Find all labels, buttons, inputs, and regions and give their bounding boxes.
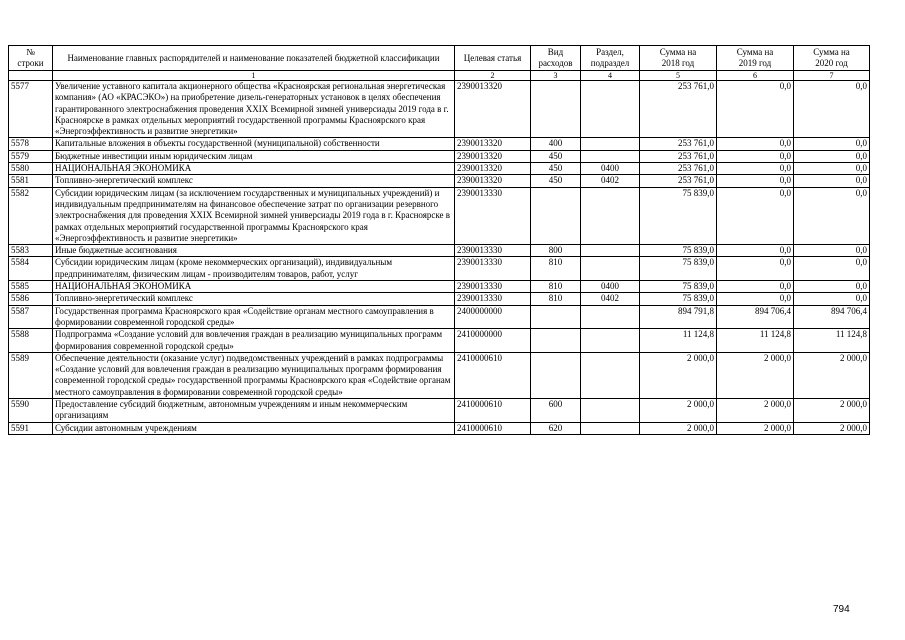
header-type: Вид расходов	[531, 46, 581, 71]
row-name: Государственная программа Красноярского края «Содействие органам местного самоуправления в формировании современной городской среды»	[53, 305, 455, 329]
row-name: Предоставление субсидий бюджетным, автономным учреждениям и иным некоммерческим организациям	[53, 399, 455, 423]
row-sum-2019: 0,0	[717, 245, 794, 257]
row-section	[581, 138, 640, 150]
col-number	[9, 71, 53, 81]
row-name: Обеспечение деятельности (оказание услуг) подведомственных учреждений в рамках подпрограммы «Создание условий для вовлечения граждан в реализацию муниципальных программ формирования современной городской среды» государственной программы Красноярского края «Содействие органам местного самоуправления в формировании современной городской среды»	[53, 352, 455, 398]
table-row	[9, 138, 870, 150]
row-section	[581, 245, 640, 257]
row-sum-2020: 2 000,0	[794, 422, 870, 434]
row-target-code: 2410000000	[455, 329, 531, 353]
row-name: НАЦИОНАЛЬНАЯ ЭКОНОМИКА	[53, 163, 455, 175]
row-sum-2019: 0,0	[717, 257, 794, 281]
table-row	[9, 399, 870, 423]
row-expense-type	[531, 329, 581, 353]
row-expense-type: 450	[531, 163, 581, 175]
header-sum-2020: Сумма на 2020 год	[794, 46, 870, 71]
row-name: Бюджетные инвестиции иным юридическим лицам	[53, 150, 455, 162]
row-number: 5579	[9, 150, 53, 162]
row-sum-2020: 0,0	[794, 138, 870, 150]
row-target-code: 2410000610	[455, 399, 531, 423]
row-sum-2019: 0,0	[717, 281, 794, 293]
row-target-code: 2390013320	[455, 163, 531, 175]
row-sum-2020: 0,0	[794, 150, 870, 162]
header-row-no: № строки	[9, 46, 53, 71]
header-name: Наименование главных распорядителей и наименование показателей бюджетной классификации	[53, 46, 455, 71]
row-section	[581, 257, 640, 281]
row-number: 5590	[9, 399, 53, 423]
row-target-code: 2390013330	[455, 187, 531, 244]
row-expense-type: 810	[531, 281, 581, 293]
row-name: Субсидии юридическим лицам (кроме некоммерческих организаций), индивидуальным предпринимателям, физическим лицам - производителям товаров, работ, услуг	[53, 257, 455, 281]
row-section	[581, 422, 640, 434]
table-row	[9, 187, 870, 244]
row-expense-type: 810	[531, 257, 581, 281]
row-sum-2019: 894 706,4	[717, 305, 794, 329]
table-row	[9, 422, 870, 434]
row-number: 5588	[9, 329, 53, 353]
row-target-code: 2390013320	[455, 175, 531, 187]
row-sum-2018: 253 761,0	[640, 163, 717, 175]
header-section: Раздел, подраздел	[581, 46, 640, 71]
row-number: 5587	[9, 305, 53, 329]
row-sum-2020: 894 706,4	[794, 305, 870, 329]
row-expense-type: 600	[531, 399, 581, 423]
table-row	[9, 175, 870, 187]
row-target-code: 2390013330	[455, 281, 531, 293]
row-sum-2018: 253 761,0	[640, 150, 717, 162]
row-sum-2020: 11 124,8	[794, 329, 870, 353]
row-sum-2019: 0,0	[717, 175, 794, 187]
row-number: 5591	[9, 422, 53, 434]
row-section	[581, 81, 640, 138]
row-target-code: 2390013330	[455, 257, 531, 281]
col-number: 7	[794, 71, 870, 81]
row-section: 0400	[581, 281, 640, 293]
row-expense-type: 450	[531, 175, 581, 187]
row-number: 5578	[9, 138, 53, 150]
row-expense-type: 400	[531, 138, 581, 150]
header-sum-2018: Сумма на 2018 год	[640, 46, 717, 71]
table-row	[9, 257, 870, 281]
row-sum-2020: 0,0	[794, 245, 870, 257]
row-expense-type: 620	[531, 422, 581, 434]
row-sum-2019: 2 000,0	[717, 352, 794, 398]
row-number: 5577	[9, 81, 53, 138]
row-name: Субсидии автономным учреждениям	[53, 422, 455, 434]
row-number: 5585	[9, 281, 53, 293]
table-header-row	[9, 46, 870, 71]
row-sum-2020: 0,0	[794, 187, 870, 244]
table-row	[9, 281, 870, 293]
row-expense-type	[531, 81, 581, 138]
row-sum-2019: 0,0	[717, 163, 794, 175]
row-sum-2020: 0,0	[794, 163, 870, 175]
row-name: Топливно-энергетический комплекс	[53, 175, 455, 187]
col-number: 1	[53, 71, 455, 81]
row-number: 5586	[9, 293, 53, 305]
row-expense-type: 800	[531, 245, 581, 257]
row-target-code: 2390013320	[455, 138, 531, 150]
row-name: Капитальные вложения в объекты государственной (муниципальной) собственности	[53, 138, 455, 150]
col-number: 4	[581, 71, 640, 81]
row-target-code: 2390013320	[455, 81, 531, 138]
row-sum-2018: 75 839,0	[640, 293, 717, 305]
col-number: 3	[531, 71, 581, 81]
row-sum-2020: 0,0	[794, 281, 870, 293]
row-sum-2018: 2 000,0	[640, 352, 717, 398]
row-name: Субсидии юридическим лицам (за исключением государственных и муниципальных учреждений) и индивидуальным предпринимателям на финансовое обеспечение затрат по организации резервного электроснабжения для проведения XXIX Всемирной зимней универсиады 2019 года в г. Красноярске в рамках отдельных мероприятий государственной программы Красноярского края «Энергоэффективность и развитие энергетики»	[53, 187, 455, 244]
row-number: 5582	[9, 187, 53, 244]
row-target-code: 2390013330	[455, 245, 531, 257]
col-number: 6	[717, 71, 794, 81]
row-name: Подпрограмма «Создание условий для вовлечения граждан в реализацию муниципальных программ формирования современной городской среды»	[53, 329, 455, 353]
row-sum-2019: 2 000,0	[717, 422, 794, 434]
row-expense-type: 810	[531, 293, 581, 305]
table-row	[9, 81, 870, 138]
row-sum-2018: 253 761,0	[640, 81, 717, 138]
row-section	[581, 187, 640, 244]
row-sum-2019: 0,0	[717, 187, 794, 244]
row-number: 5583	[9, 245, 53, 257]
row-sum-2019: 11 124,8	[717, 329, 794, 353]
row-sum-2018: 75 839,0	[640, 281, 717, 293]
row-number: 5589	[9, 352, 53, 398]
table-row	[9, 245, 870, 257]
row-target-code: 2390013330	[455, 293, 531, 305]
row-sum-2020: 0,0	[794, 81, 870, 138]
row-expense-type	[531, 187, 581, 244]
row-sum-2018: 253 761,0	[640, 175, 717, 187]
table-row	[9, 163, 870, 175]
row-expense-type	[531, 305, 581, 329]
column-number-row	[9, 71, 870, 81]
row-expense-type: 450	[531, 150, 581, 162]
row-sum-2020: 0,0	[794, 293, 870, 305]
table-row	[9, 150, 870, 162]
row-target-code: 2400000000	[455, 305, 531, 329]
budget-table	[8, 45, 870, 435]
row-number: 5581	[9, 175, 53, 187]
table-row	[9, 293, 870, 305]
row-name: Иные бюджетные ассигнования	[53, 245, 455, 257]
table-row	[9, 305, 870, 329]
row-sum-2020: 2 000,0	[794, 399, 870, 423]
row-sum-2018: 75 839,0	[640, 257, 717, 281]
row-sum-2020: 0,0	[794, 175, 870, 187]
row-target-code: 2410000610	[455, 422, 531, 434]
row-section	[581, 150, 640, 162]
row-sum-2018: 2 000,0	[640, 399, 717, 423]
col-number: 2	[455, 71, 531, 81]
row-sum-2018: 2 000,0	[640, 422, 717, 434]
row-section: 0402	[581, 293, 640, 305]
row-expense-type	[531, 352, 581, 398]
row-section: 0402	[581, 175, 640, 187]
row-sum-2019: 0,0	[717, 81, 794, 138]
page-number: 794	[833, 604, 850, 615]
row-name: НАЦИОНАЛЬНАЯ ЭКОНОМИКА	[53, 281, 455, 293]
row-section	[581, 329, 640, 353]
row-sum-2019: 0,0	[717, 293, 794, 305]
row-target-code: 2410000610	[455, 352, 531, 398]
row-sum-2018: 894 791,8	[640, 305, 717, 329]
row-number: 5580	[9, 163, 53, 175]
row-sum-2018: 75 839,0	[640, 187, 717, 244]
row-sum-2019: 0,0	[717, 138, 794, 150]
row-sum-2018: 75 839,0	[640, 245, 717, 257]
header-sum-2019: Сумма на 2019 год	[717, 46, 794, 71]
row-sum-2018: 11 124,8	[640, 329, 717, 353]
row-section	[581, 305, 640, 329]
header-target: Целевая статья	[455, 46, 531, 71]
row-sum-2020: 0,0	[794, 257, 870, 281]
row-sum-2020: 2 000,0	[794, 352, 870, 398]
table-row	[9, 329, 870, 353]
row-target-code: 2390013320	[455, 150, 531, 162]
row-sum-2019: 2 000,0	[717, 399, 794, 423]
row-name: Увеличение уставного капитала акционерного общества «Красноярская региональная энергетическая компания» (АО «КРАСЭКО») на приобретение дизель-генераторных установок в целях обеспечения гарантированного электроснабжения проведения XXIX Всемирной зимней универсиады 2019 года в г. Красноярске в рамках отдельных мероприятий государственной программы Красноярского края «Энергоэффективность и развитие энергетики»	[53, 81, 455, 138]
table-row	[9, 352, 870, 398]
row-sum-2018: 253 761,0	[640, 138, 717, 150]
row-name: Топливно-энергетический комплекс	[53, 293, 455, 305]
row-sum-2019: 0,0	[717, 150, 794, 162]
row-number: 5584	[9, 257, 53, 281]
row-section: 0400	[581, 163, 640, 175]
row-section	[581, 352, 640, 398]
col-number: 5	[640, 71, 717, 81]
row-section	[581, 399, 640, 423]
